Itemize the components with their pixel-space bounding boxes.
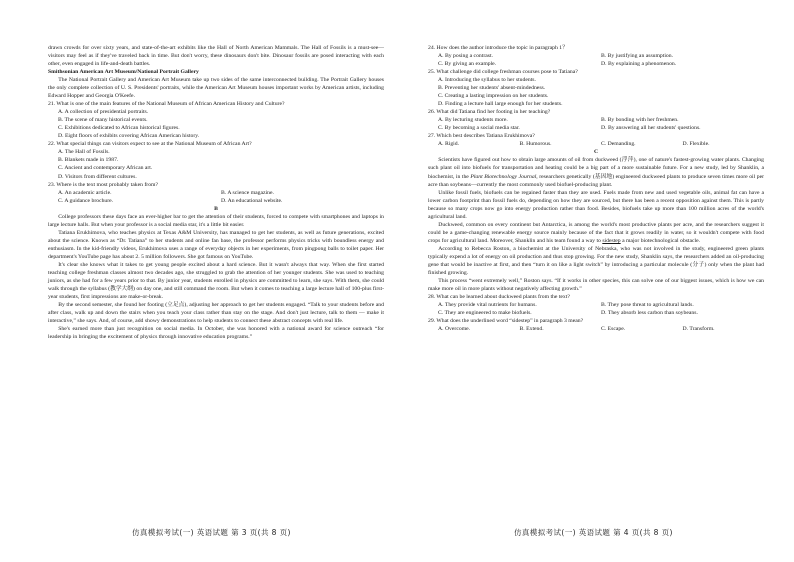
passage-b-paragraph-4: By the second semester, she found her footing (立足点), adjusting her approach to get her students engaged. “Talk to your students before and after class, walk up and down the stairs when you teach your class rather than stay on the stage. And don't just lecture, talk to them — make it interactive,” she says. And, of course, add showy demonstrations to help students to connect these abstract concepts with real life. bbox=[48, 302, 384, 325]
question-stem: 27. Which best describes Tatiana Erukhimova? bbox=[428, 133, 535, 140]
option-b[interactable]: B. Extend. bbox=[519, 326, 544, 333]
option-c[interactable]: C. Ancient and contemporary African art. bbox=[58, 165, 153, 172]
question-stem: 25. What challenge did college freshman courses pose to Tatiana? bbox=[428, 69, 578, 76]
option-row bbox=[438, 52, 764, 60]
question-25 bbox=[428, 68, 764, 108]
option-d[interactable]: D. Visitors from different cultures. bbox=[58, 173, 137, 180]
option-row bbox=[438, 124, 764, 132]
option-b[interactable]: B. Humorous. bbox=[519, 141, 552, 148]
section-paragraph: The National Portrait Gallery and American Art Museum take up two sides of the same interconnected building. The Portrait Gallery houses the only complete collection of U. S. Presidents' portraits, while the American Art Museum houses important works by American artists, including Edward Hopper and Georgia O'Keefe. bbox=[48, 77, 384, 100]
option-d[interactable]: D. By explaining a phenomenon. bbox=[601, 61, 677, 68]
option-b[interactable]: B. A science magazine. bbox=[221, 189, 274, 196]
passage-c-text: a major biotechnological obstacle. bbox=[620, 237, 701, 244]
passage-a-continuation: drawn crowds for over sixty years, and state-of-the-art exhibits like the Hall of North American Mammals. The Hall of Fossils is a must-see—visitors may feel as if they've traveled back in time. But don't worry, these dinosaurs don't bite. Dinosaur fossils are posed interacting with each other, even engaged in life-and-death battles. bbox=[48, 45, 384, 68]
option-b[interactable]: B. They pose threat to agricultural lands. bbox=[601, 302, 694, 308]
option-c[interactable]: C. A guidance brochure. bbox=[58, 197, 114, 204]
question-stem: 28. What can be learned about duckweed plants from the text? bbox=[428, 293, 570, 300]
page-footer-right: 仿真模拟考试(一) 英语试题 第 4 页(共 8 页) bbox=[514, 528, 673, 537]
passage-c-text: Duckweed, common on every continent but Antarctica, is among the world's most productive plants per acre, and the researchers suggest it could be a game-changing renewable energy source mainly because of the fact that it grows readily in water, so it wouldn't compete with food crops for agricultural land. Moreover, Shanklin and his team found a way to bbox=[428, 221, 764, 244]
option-b[interactable]: B. Preventing her students' absent-mindedness. bbox=[438, 85, 546, 92]
question-stem: 24. How does the author introduce the topic in paragraph 1？ bbox=[428, 45, 568, 51]
question-29 bbox=[428, 317, 764, 333]
question-stem: 23. Where is the text most probably taken from? bbox=[48, 181, 158, 188]
option-row bbox=[438, 301, 764, 309]
passage-c-paragraph-1 bbox=[428, 156, 764, 188]
option-d[interactable]: D. Finding a lecture hall large enough for her students. bbox=[438, 101, 563, 108]
option-a[interactable]: A. An academic article. bbox=[58, 189, 112, 196]
option-a[interactable]: A. By posing a contrast. bbox=[438, 53, 493, 60]
option-c[interactable]: C. Creating a lasting impression on her students. bbox=[438, 93, 549, 100]
section-heading: Smithsonian American Art Museum/National Portrait Gallery bbox=[48, 69, 199, 76]
option-row bbox=[58, 197, 384, 205]
option-c[interactable]: C. Demanding. bbox=[601, 141, 636, 148]
option-row bbox=[438, 60, 764, 68]
passage-b-paragraph-2: Tatiana Erukhimova, who teaches physics at Texas A&M University, has managed to get her students, as well as future generations, excited about the science. Known as “Dr. Tatiana” to her students and online fan base, the professor performs physics tricks with boundless energy and enthusiasm. In the kid-friendly videos, Erukhimova uses a range of everyday objects in her experiments, from pingpong balls to toilet paper. Her department's YouTube page has about 2. 5 million followers. She got famous on YouTube. bbox=[48, 229, 384, 260]
option-row bbox=[438, 325, 764, 333]
option-d[interactable]: D. An educational website. bbox=[221, 197, 283, 204]
option-c[interactable]: C. They are engineered to make biofuels. bbox=[438, 310, 532, 317]
passage-b-paragraph-5: She's earned more than just recognition on social media. In October, she was honored with a national award for science outreach “for leadership in bringing the excitement of physics through innovative education programs.” bbox=[48, 326, 384, 341]
option-row bbox=[58, 189, 384, 197]
option-a[interactable]: A. Overcome. bbox=[438, 326, 471, 333]
question-27 bbox=[428, 132, 764, 148]
question-22 bbox=[48, 140, 384, 180]
question-21 bbox=[48, 100, 384, 140]
question-24 bbox=[428, 44, 764, 68]
option-a[interactable]: A. By lecturing students more. bbox=[438, 117, 508, 124]
option-d[interactable]: D. Transform. bbox=[682, 326, 715, 333]
option-b[interactable]: B. By bonding with her freshmen. bbox=[601, 117, 679, 124]
question-28 bbox=[428, 293, 764, 317]
option-row bbox=[438, 309, 764, 317]
passage-c-paragraph-3 bbox=[428, 221, 764, 245]
question-26 bbox=[428, 108, 764, 132]
passage-c-paragraph-4: According to Rebecca Roston, a biochemist at the University of Nebraska, who was not involved in the study, engineered green plants typically expend a lot of energy on oil production and thus stop growing. For the new study, Shanklin says, the researchers added an oil-producing gene that would be inactive at first, and then “turn it on like a light switch” by introducing a particular molecule (分子) only when the plant had finished growing. bbox=[428, 245, 764, 276]
right-page bbox=[428, 44, 764, 333]
option-c[interactable]: C. By becoming a social media star. bbox=[438, 125, 520, 132]
option-b[interactable]: B. By justifying an assumption. bbox=[601, 53, 674, 60]
passage-c-text: , researchers genetically (基因地) engineered duckweed plants to produce seven times more oil per acre than soybeans—currently the most commonly used biofuel-producing plant. bbox=[428, 173, 764, 188]
passage-c-paragraph-5: This process “went extremely well,” Roston says. “If it works in other species, this can solve one of our biggest issues, which is how we can make more oil in more plants without negatively affecting growth.” bbox=[428, 277, 764, 292]
passage-c-paragraph-2: Unlike fossil fuels, biofuels can be regained faster than they are used. Fuels made from new and used vegetable oils, animal fat can have a lower carbon footprint than fossil fuels do, depending on how they are sourced, but there has been a recent opposition against them. This is partly because so many crops now go into energy production rather than food. Besides, biofuels take up more than 100 million acres of the world's agricultural land. bbox=[428, 189, 764, 220]
option-c[interactable]: C. By giving an example. bbox=[438, 61, 497, 68]
question-stem: 21. What is one of the main features of the National Museum of African American History and Culture? bbox=[48, 101, 285, 108]
passage-b-paragraph-3: It's clear she knows what it takes to get young people excited about a hard science. But it wasn't always that way. When she first started teaching college freshman classes almost two decades ago, she struggled to grab the attention of her younger students. She was used to teaching juniors, as she had for a few years prior to that. By junior year, students enrolled in physics are committed to learn, she says. With them, she could walk through the syllabus (教学大纲) on day one, and still command the room. But when it comes to teaching a large lecture hall of 100-plus first-year students, first impressions are make-or-break. bbox=[48, 261, 384, 300]
option-a[interactable]: A. A collection of presidential portraits. bbox=[58, 109, 149, 116]
option-d[interactable]: D. Flexible. bbox=[682, 141, 710, 148]
option-a[interactable]: A. The Hall of Fossils. bbox=[58, 149, 110, 156]
underlined-word: sidestep bbox=[602, 237, 621, 244]
option-row bbox=[438, 116, 764, 124]
page-footer-left: 仿真模拟考试(一) 英语试题 第 3 页(共 8 页) bbox=[132, 528, 291, 537]
left-page bbox=[48, 44, 384, 341]
option-a[interactable]: A. Introducing the syllabus to her students. bbox=[438, 77, 536, 84]
question-stem: 26. What did Tatiana find her footing in her teaching? bbox=[428, 109, 551, 116]
question-stem: 22. What special things can visitors expect to see at the National Museum of African Art? bbox=[48, 141, 252, 148]
option-c[interactable]: C. Escape. bbox=[601, 326, 626, 333]
option-row bbox=[438, 140, 764, 148]
passage-b-letter: B bbox=[214, 205, 218, 212]
option-b[interactable]: B. Blankets made in 1987. bbox=[58, 157, 119, 164]
question-23 bbox=[48, 181, 384, 205]
option-c[interactable]: C. Exhibitions dedicated to African historical figures. bbox=[58, 125, 180, 132]
option-b[interactable]: B. The scene of many historical events. bbox=[58, 117, 148, 124]
question-stem: 29. What does the underlined word “sidestep” in paragraph 3 mean? bbox=[428, 318, 584, 325]
passage-c-letter: C bbox=[593, 149, 599, 156]
option-d[interactable]: D. They absorb less carbon than soybeans. bbox=[601, 310, 698, 317]
passage-b-paragraph-1: College professors these days face an ever-higher bar to get the attention of their students, forced to compete with smartphones and laptops in large lecture halls. But when your professor is a social media star, it's a little bit easier. bbox=[48, 213, 384, 228]
journal-title: Plant Biotechnology Journal bbox=[470, 173, 537, 180]
option-a[interactable]: A. They provide vital nutrients for humans. bbox=[438, 302, 537, 308]
option-d[interactable]: D. Eight floors of exhibits covering African American history. bbox=[58, 133, 200, 140]
option-a[interactable]: A. Rigid. bbox=[438, 141, 460, 148]
option-d[interactable]: D. By answering all her students' questions. bbox=[601, 125, 701, 132]
passage-c-text: Scientists have figured out how to obtain large amounts of oil from duckweed (浮萍), one of nature's fastest-growing water plants. Changing such plant oil into biofuels for transportation and heating could be a big part of a more sustainable future. For a new study, led by Shanklin, a biochemist, in the bbox=[428, 157, 764, 180]
